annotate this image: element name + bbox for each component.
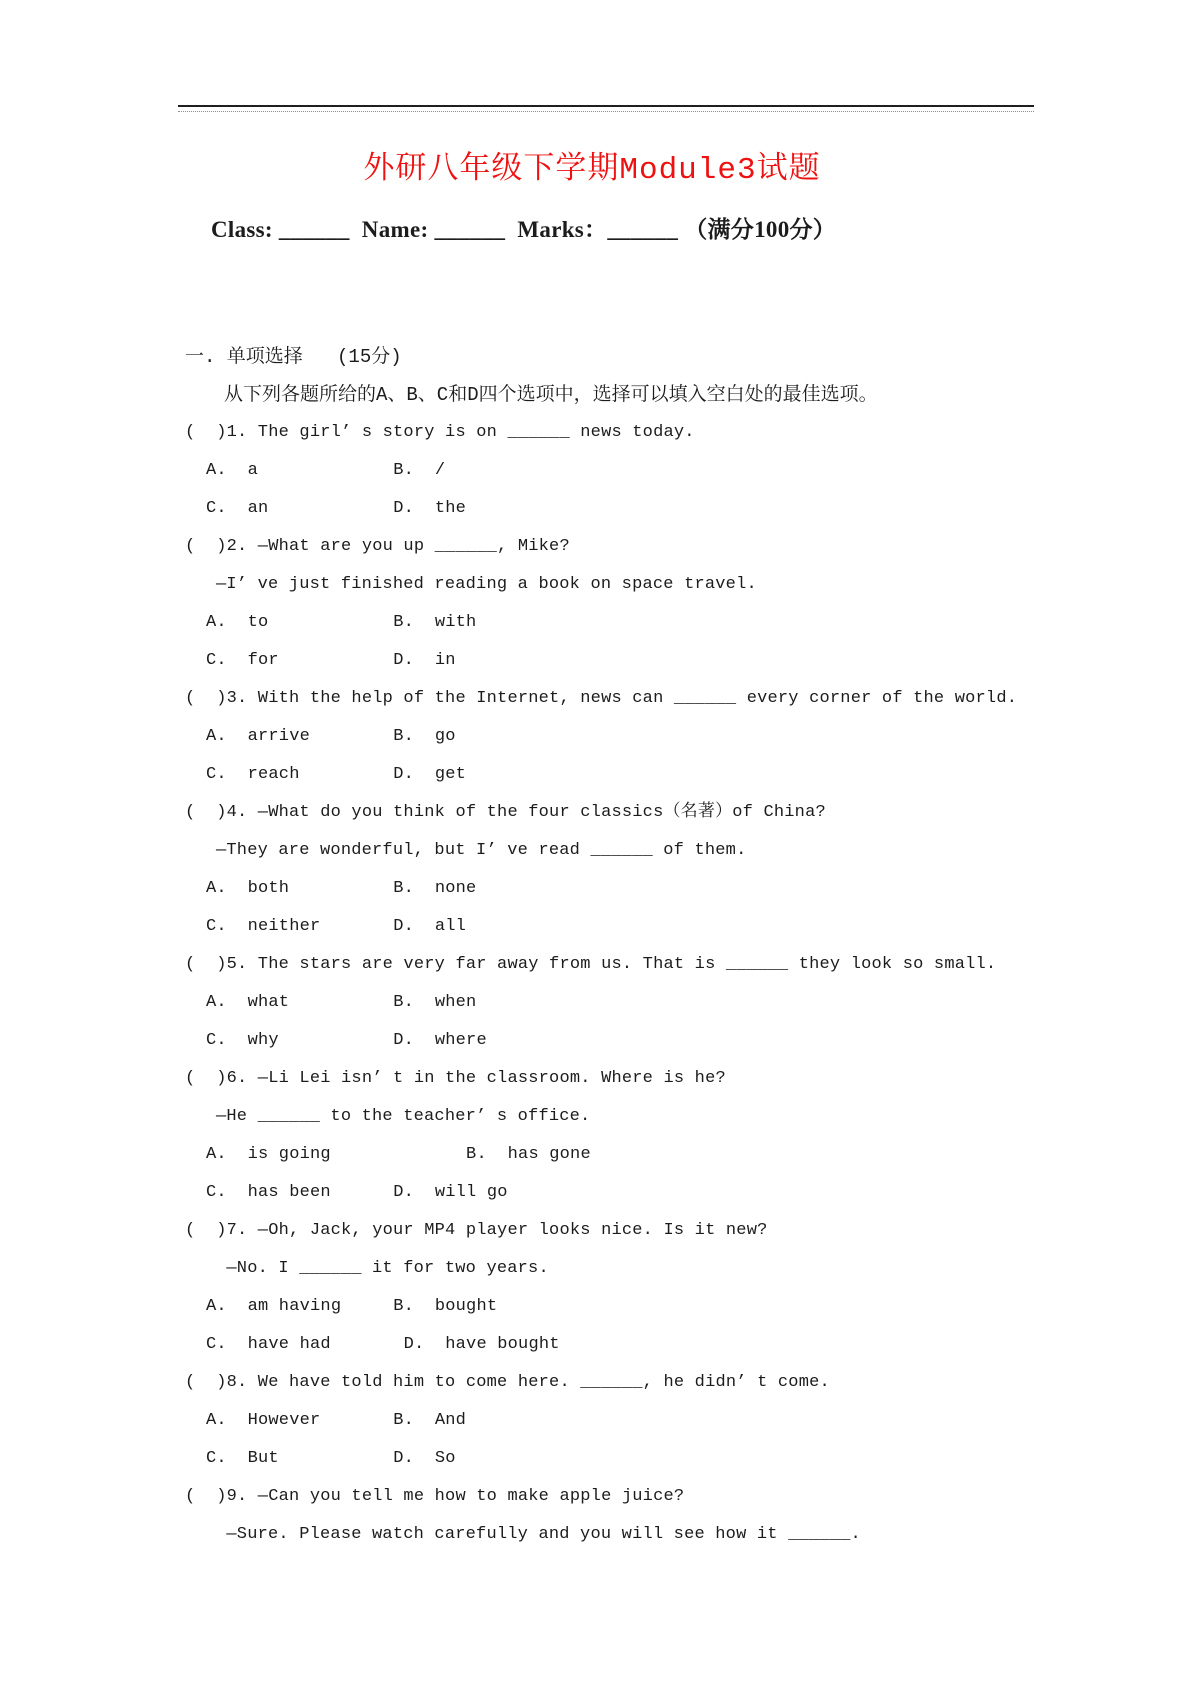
header-rule: [178, 105, 1034, 112]
option-row: A. arrive B. go: [206, 727, 456, 746]
question-stem-line: ( )9. —Can you tell me how to make apple juice?: [185, 1487, 685, 1506]
exam-title: 外研八年级下学期Module3试题: [363, 153, 821, 188]
section-one-block: [185, 338, 878, 414]
option-row: C. But D. So: [206, 1449, 456, 1468]
question-continuation-line: —He ______ to the teacher’ s office.: [216, 1107, 591, 1126]
option-row: A. to B. with: [206, 613, 477, 632]
question-stem-line: ( )8. We have told him to come here. ______, he didn’ t come.: [185, 1373, 830, 1392]
student-info-line: Class: ______ Name: ______ Marks：______ （满分100分）: [211, 217, 837, 242]
question-list: [185, 414, 1017, 1554]
question-continuation-line: —Sure. Please watch carefully and you will see how it ______.: [216, 1525, 861, 1544]
option-row: A. is going B. has gone: [206, 1145, 591, 1164]
question-stem-line: ( )7. —Oh, Jack, your MP4 player looks nice. Is it new?: [185, 1221, 768, 1240]
option-row: C. why D. where: [206, 1031, 487, 1050]
section-instruction: 从下列各题所给的A、B、C和D四个选项中，选择可以填入空白处的最佳选项。: [224, 384, 878, 406]
option-row: A. am having B. bought: [206, 1297, 498, 1316]
option-row: A. what B. when: [206, 993, 477, 1012]
question-stem-line: ( )3. With the help of the Internet, news can ______ every corner of the world.: [185, 689, 1018, 708]
option-row: C. an D. the: [206, 499, 467, 518]
question-stem-line: ( )4. —What do you think of the four classics（名著）of China?: [185, 803, 826, 822]
question-stem-line: ( )5. The stars are very far away from us. That is ______ they look so small.: [185, 955, 997, 974]
option-row: A. a B. /: [206, 461, 446, 480]
option-row: A. However B. And: [206, 1411, 467, 1430]
question-stem-line: ( )2. —What are you up ______, Mike?: [185, 537, 570, 556]
section-heading: 一. 单项选择 (15分): [185, 346, 402, 368]
question-continuation-line: —They are wonderful, but I’ ve read ______ of them.: [216, 841, 747, 860]
question-continuation-line: —I’ ve just finished reading a book on space travel.: [216, 575, 757, 594]
option-row: C. for D. in: [206, 651, 456, 670]
option-row: C. have had D. have bought: [206, 1335, 560, 1354]
question-stem-line: ( )1. The girl’ s story is on ______ news today.: [185, 423, 695, 442]
option-row: C. reach D. get: [206, 765, 467, 784]
option-row: C. neither D. all: [206, 917, 467, 936]
question-continuation-line: —No. I ______ it for two years.: [216, 1259, 549, 1278]
question-stem-line: ( )6. —Li Lei isn’ t in the classroom. Where is he?: [185, 1069, 726, 1088]
option-row: A. both B. none: [206, 879, 477, 898]
option-row: C. has been D. will go: [206, 1183, 508, 1202]
